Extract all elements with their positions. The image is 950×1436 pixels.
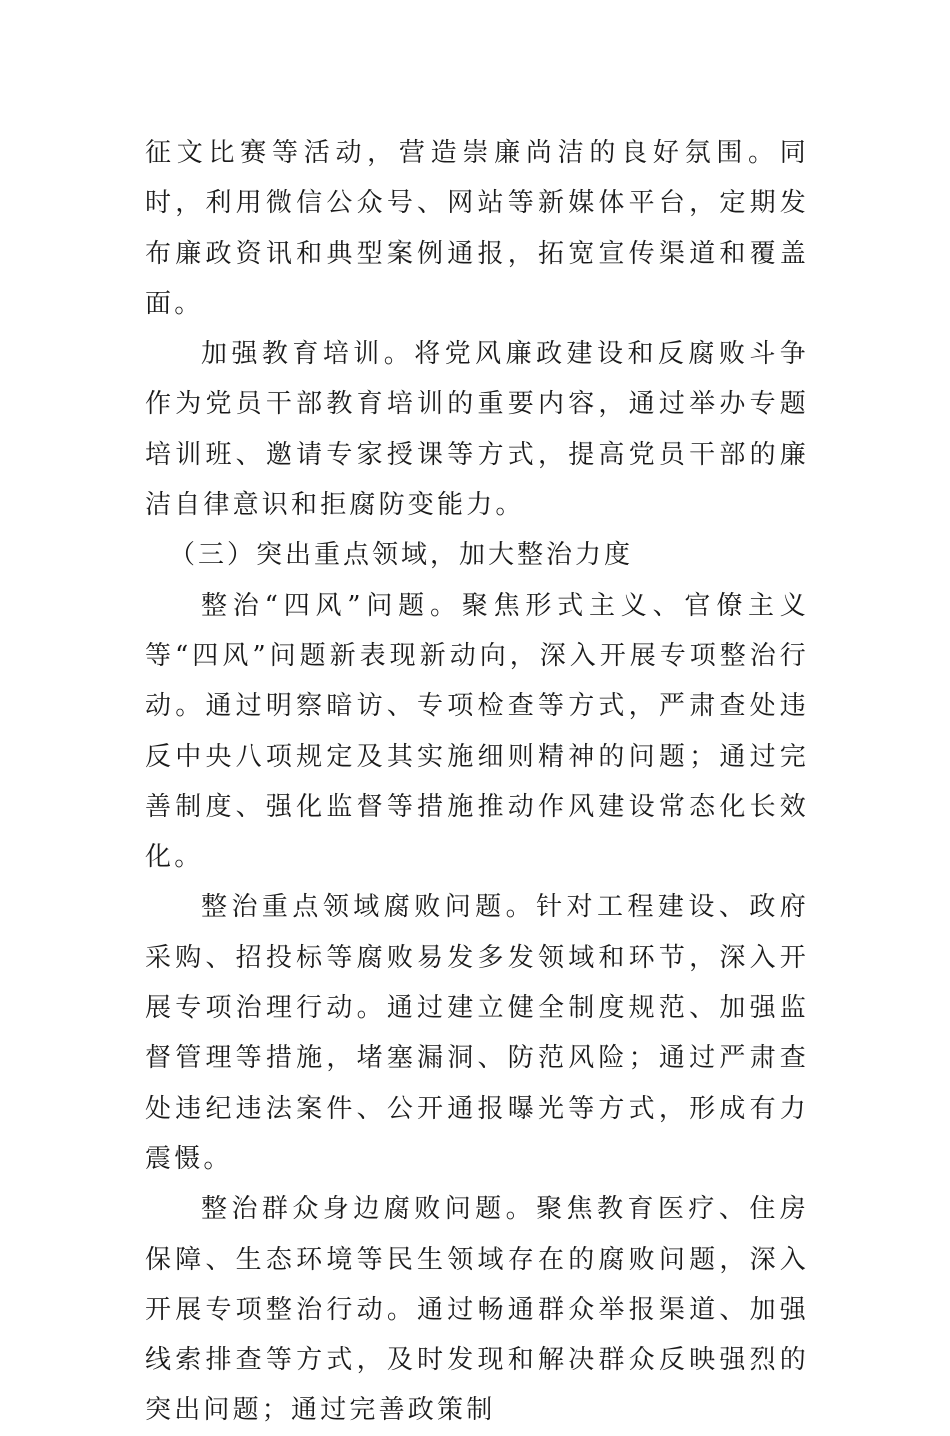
paragraph-continuation: 征文比赛等活动，营造崇廉尚洁的良好氛围。同时，利用微信公众号、网站等新媒体平台，定期发布廉政资讯和典型案例通报，拓宽宣传渠道和覆盖面。	[145, 138, 809, 319]
paragraph-key-areas-corruption: 整治重点领域腐败问题。针对工程建设、政府采购、招投标等腐败易发多发领域和环节，深入开展专项治理行动。通过建立健全制度规范、加强监督管理等措施，堵塞漏洞、防范风险；通过严肃查处违纪违法案件、公开通报曝光等方式，形成有力震慑。	[145, 892, 809, 1174]
document-body	[145, 128, 809, 1436]
paragraph-grassroots-corruption: 整治群众身边腐败问题。聚焦教育医疗、住房保障、生态环境等民生领域存在的腐败问题，深入开展专项整治行动。通过畅通群众举报渠道、加强线索排查等方式，及时发现和解决群众反映强烈的突出问题；通过完善政策制	[145, 1194, 809, 1426]
paragraph-education-training: 加强教育培训。将党风廉政建设和反腐败斗争作为党员干部教育培训的重要内容，通过举办专题培训班、邀请专家授课等方式，提高党员干部的廉洁自律意识和拒腐防变能力。	[145, 339, 809, 521]
section-heading: （三）突出重点领域，加大整治力度	[169, 540, 634, 571]
paragraph-four-winds: 整治“四风”问题。聚焦形式主义、官僚主义等“四风”问题新表现新动向，深入开展专项整治行动。通过明察暗访、专项检查等方式，严肃查处违反中央八项规定及其实施细则精神的问题；通过完善制度、强化监督等措施推动作风建设常态化长效化。	[145, 590, 809, 873]
